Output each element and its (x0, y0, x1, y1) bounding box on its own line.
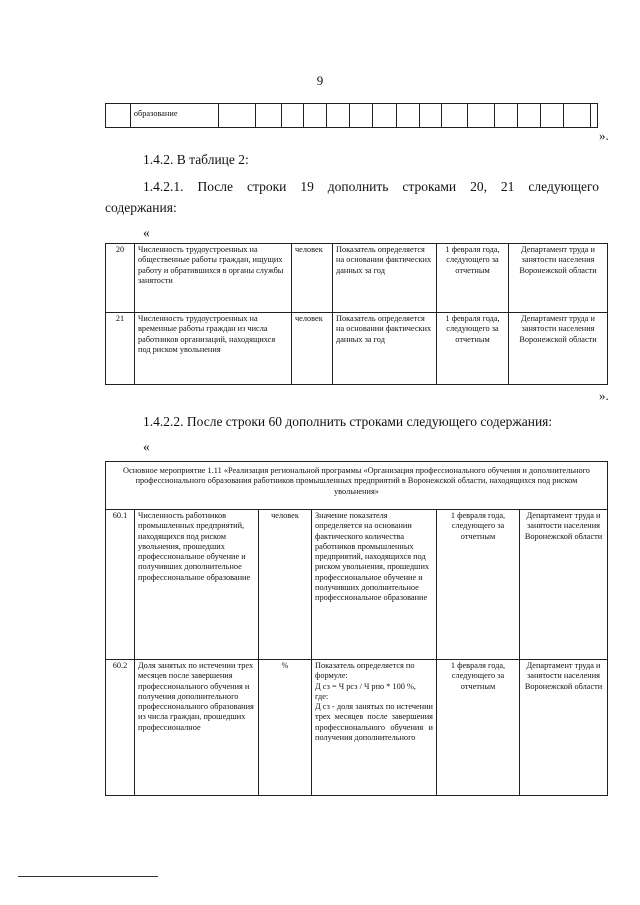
unit: % (259, 660, 312, 796)
open-quote-1: « (143, 225, 150, 240)
indicator-name: Численность работников промышленных предприятий, находящихся под риском увольнения, прошедших профессиональное обучение и получивших дополнительное профессиональное образование (135, 510, 259, 660)
paragraph-1-4-2-1-line2: содержания: (105, 200, 177, 215)
row-number: 60.1 (106, 510, 135, 660)
unit: человек (292, 244, 333, 313)
responsible: Департамент труда и занятости населения Воронежской области (509, 313, 608, 385)
table2-additions (105, 243, 608, 385)
table-row (106, 660, 608, 796)
row-number: 60.2 (106, 660, 135, 796)
deadline: 1 февраля года, следующего за отчетным (437, 660, 520, 796)
footer-rule (18, 876, 158, 877)
deadline: 1 февраля года, следующего за отчетным (437, 313, 509, 385)
paragraph-1-4-2: 1.4.2. В таблице 2: (143, 152, 249, 167)
responsible: Департамент труда и занятости населения Воронежской области (509, 244, 608, 313)
unit: человек (259, 510, 312, 660)
method-line: Показатель определяется по формуле: (315, 661, 415, 681)
table1-tail-row (105, 103, 598, 128)
method-line: где: (315, 691, 329, 701)
table3-additions (105, 461, 608, 796)
formula: Д сз = Ч рсз / Ч рпо * 100 %, (315, 681, 416, 691)
row-number: 21 (106, 313, 135, 385)
method-line: Д сз - доля занятых по истечении трех месяцев после завершения профессионального обучения и получения дополнительного (315, 702, 433, 743)
responsible: Департамент труда и занятости населения Воронежской области (520, 510, 608, 660)
table-row (106, 244, 608, 313)
main-activity-header: Основное мероприятие 1.11 «Реализация региональной программы «Организация профессионального обучения и дополнительного профессионального образования работников промышленных предприятий в Воронежской области, находящихся под риском увольнения» (106, 462, 608, 510)
paragraph-1-4-2-2: 1.4.2.2. После строки 60 дополнить строками следующего содержания: (143, 414, 553, 429)
table1-cell-label: образование (130, 104, 218, 128)
responsible: Департамент труда и занятости населения Воронежской области (520, 660, 608, 796)
table-row (106, 313, 608, 385)
method: Показатель определяется на основании фактических данных за год (333, 244, 437, 313)
method: Значение показателя определяется на основании фактического количества работников промышленных предприятий, находящихся под риском увольнения, прошедших профессиональное обучение и получивших дополнительное профессиональное образование (312, 510, 437, 660)
indicator-name: Численность трудоустроенных на общественные работы граждан, ищущих работу и обратившихся в органы службы занятости (135, 244, 292, 313)
table-row (106, 510, 608, 660)
row-number: 20 (106, 244, 135, 313)
deadline: 1 февраля года, следующего за отчетным (437, 244, 509, 313)
paragraph-1-4-2-1-line1: 1.4.2.1. После строки 19 дополнить строками 20, 21 следующего (143, 179, 599, 194)
unit: человек (292, 313, 333, 385)
page-number: 9 (316, 73, 324, 88)
indicator-name: Доля занятых по истечении трех месяцев после завершения профессионального обучения и получения дополнительного профессионального образования из числа граждан, прошедших профессионалное (135, 660, 259, 796)
table-header-row (106, 462, 608, 510)
deadline: 1 февраля года, следующего за отчетным (437, 510, 520, 660)
method-formula-cell (312, 660, 437, 796)
method: Показатель определяется на основании фактических данных за год (333, 313, 437, 385)
open-quote-2: « (143, 439, 150, 454)
indicator-name: Численность трудоустроенных на временные работы граждан из числа работников организаций, находящихся под риском увольнения (135, 313, 292, 385)
close-quote-1: ». (599, 128, 609, 143)
close-quote-2: ». (599, 388, 609, 403)
